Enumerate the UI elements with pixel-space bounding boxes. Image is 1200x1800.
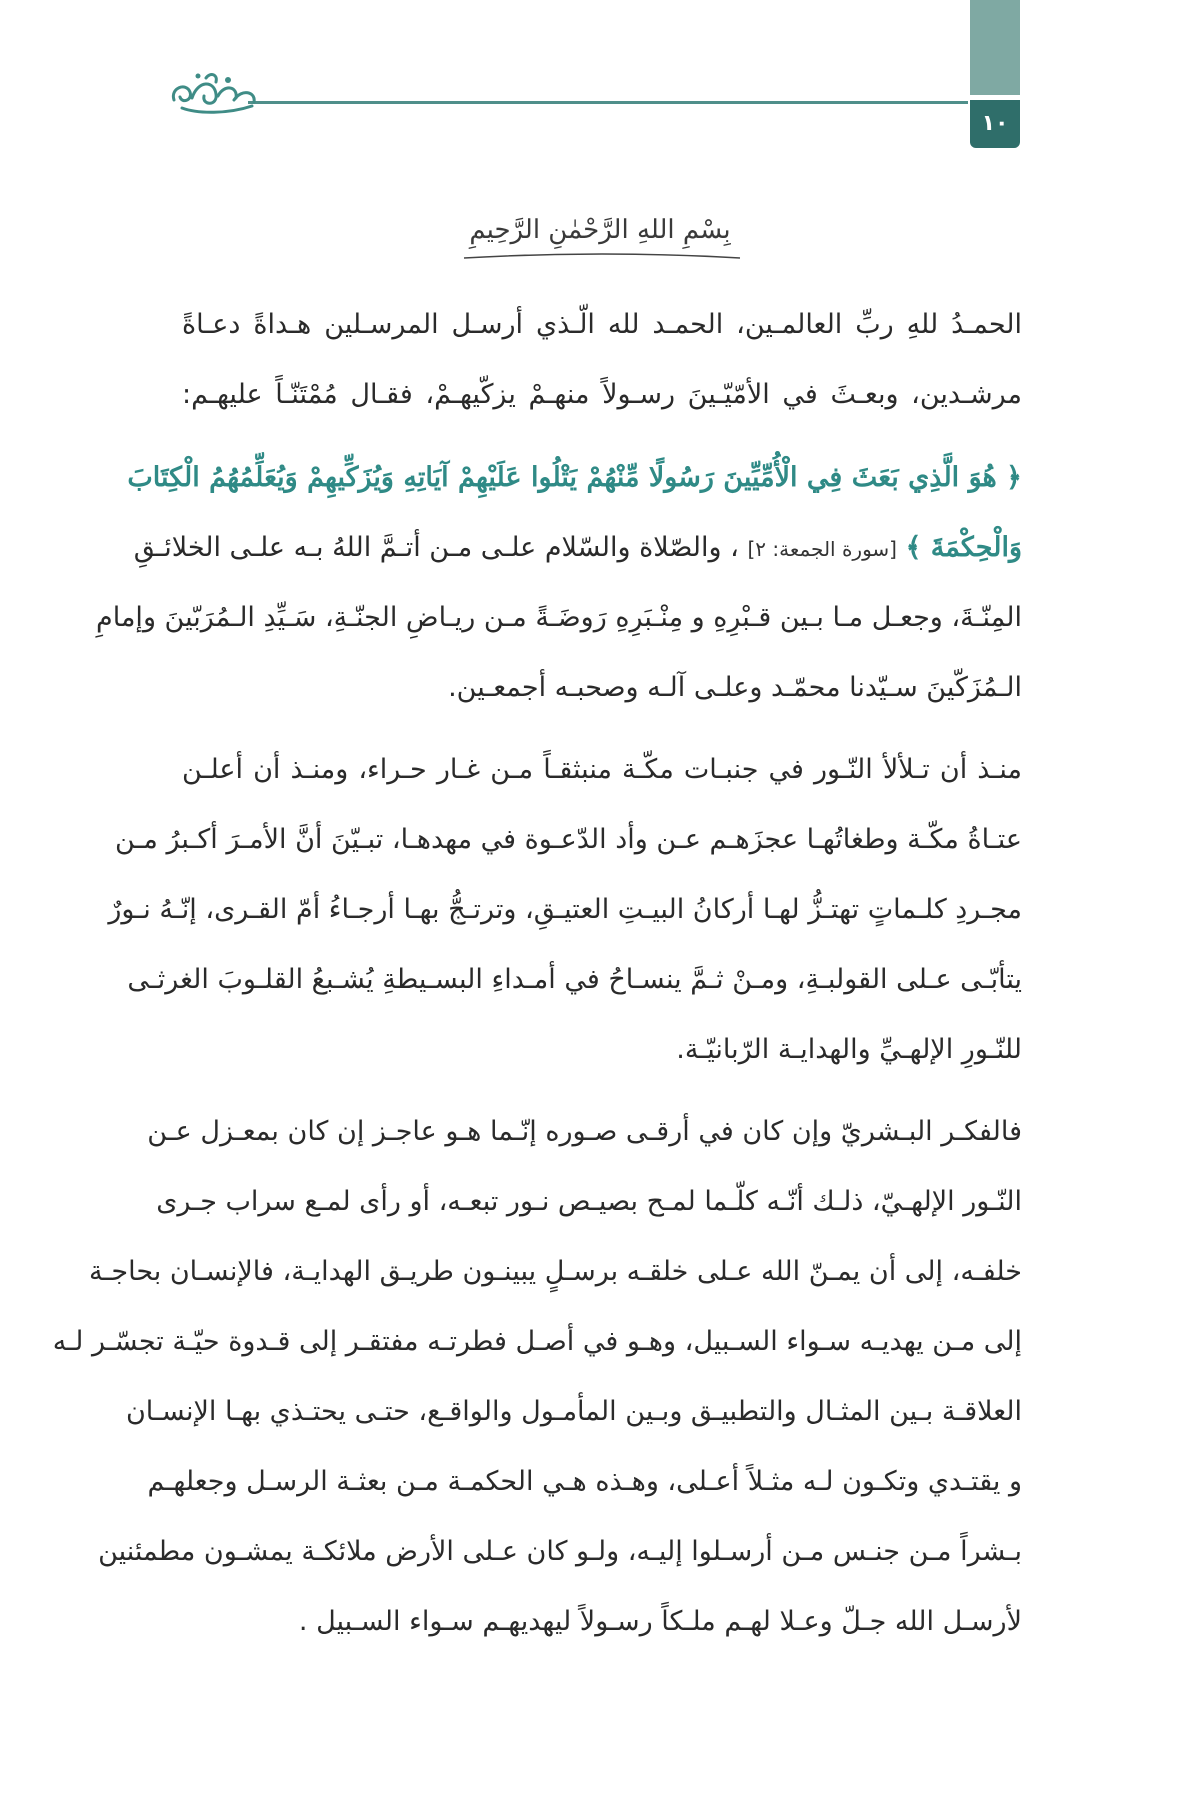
text-line: فالفكـر البـشريّ وإن كان في أرقـى صـوره إنّـما هـو عاجـز إن كان بمعـزل عـن — [147, 1116, 1022, 1147]
quran-verse-fragment: وَالْحِكْمَةَ ﴾ — [905, 532, 1022, 563]
text-line: و يقتـدي وتكـون لـه مثـلاً أعـلى، وهـذه هـي الحكمـة مـن بعثـة الرسـل وجعلهـم — [147, 1466, 1022, 1497]
quran-verse-line: ﴿ هُوَ الَّذِي بَعَثَ فِي الْأُمِّيِّينَ رَسُولًا مِّنْهُمْ يَتْلُوا عَلَيْهِمْ آيَاتِهِ وَيُزَكِّيهِمْ وَيُعَلِّمُهُمُ الْكِتَابَ — [127, 462, 1022, 493]
text-line: المِنّـةَ، وجعـل مـا بـين قـبْرِهِ و مِنْـبَرِهِ رَوضَـةً مـن ريـاضِ الجنّـةِ، سَـيِّدِ الـمُرَبّينَ وإمامِ — [96, 602, 1022, 633]
basmala-heading: بِسْمِ اللهِ الرَّحْمٰنِ الرَّحِيمِ — [469, 215, 731, 245]
verse-reference: [سورة الجمعة: ٢] — [747, 537, 897, 561]
header-rule — [248, 101, 968, 104]
text-line: بـشراً مـن جنـس مـن أرسـلوا إليـه، ولـو كان عـلى الأرض ملائكـة يمشـون مطمئنين — [98, 1536, 1022, 1567]
text-line: إلى مـن يهديـه سـواء السـبيل، وهـو في أصـل فطرتـه مفتقـر إلى قـدوة حيّـة تجسّـر لـه — [52, 1326, 1022, 1357]
text-line: الـمُزَكّينَ سـيّدنا محمّـد وعلـى آلـه وصحبـه أجمعـين. — [448, 672, 1022, 703]
text-line: مرشـدين، وبعـثَ في الأمّيّـينَ رسـولاً منهـمْ يزكّيهـمْ، فقـال مُمْتَنّـاً عليهـم: — [182, 379, 1022, 410]
text-line — [133, 528, 1022, 569]
page-number-badge: ١٠ — [970, 100, 1020, 148]
chapter-tab — [970, 0, 1020, 95]
text-fragment: ، والصّلاة والسّلام علـى مـن أتـمَّ اللهُ بـه علـى الخلائـقِ — [133, 532, 739, 563]
text-line: للنّـورِ الإلهـيِّ والهدايـة الرّبانيّـة. — [676, 1034, 1022, 1065]
text-line: عتـاةُ مكّـة وطغاتُهـا عجزَهـم عـن وأد الدّعـوة في مهدهـا، تبـيّنَ أنَّ الأمـرَ أكـبرُ مـن — [114, 824, 1022, 855]
text-line: منـذ أن تـلألأ النّـور في جنبـات مكّـة منبثقـاً مـن غـار حـراء، ومنـذ أن أعلـن — [182, 754, 1022, 785]
floral-ornament-icon — [168, 70, 258, 116]
text-line: النّـور الإلهـيّ، ذلـك أنّـه كلّـما لمـح بصيـص نـور تبعـه، أو رأى لمـع سراب جـرى — [156, 1186, 1022, 1217]
text-line: لأرسـل الله جـلّ وعـلا لهـم ملـكاً رسـولاً ليهديهـم سـواء السـبيل . — [298, 1606, 1022, 1637]
text-line: مجـردِ كلـماتٍ تهتـزُّ لهـا أركانُ البيـتِ العتيـقِ، وترتـجُّ بهـا أرجـاءُ أمّ القـرى، إنّـهُ نـورٌ — [108, 894, 1022, 925]
basmala-flourish — [462, 252, 742, 262]
text-line: يتأبّـى عـلى القولبـةِ، ومـنْ ثـمَّ ينسـاحُ في أمـداءِ البسـيطةِ يُشـبعُ القلـوبَ الغرثـى — [127, 964, 1022, 995]
text-line: خلفـه، إلى أن يمـنّ الله عـلى خلقـه برسـلٍ يبينـون طريـق الهدايـة، فالإنسـان بحاجـة — [89, 1256, 1022, 1287]
text-line: الحمـدُ للهِ ربِّ العالمـين، الحمـد لله الّـذي أرسـل المرسـلين هـداةً دعـاةً — [182, 309, 1022, 340]
text-line: العلاقـة بـين المثـال والتطبيـق وبـين المأمـول والواقـع، حتـى يحتـذي بهـا الإنسـان — [125, 1396, 1022, 1427]
